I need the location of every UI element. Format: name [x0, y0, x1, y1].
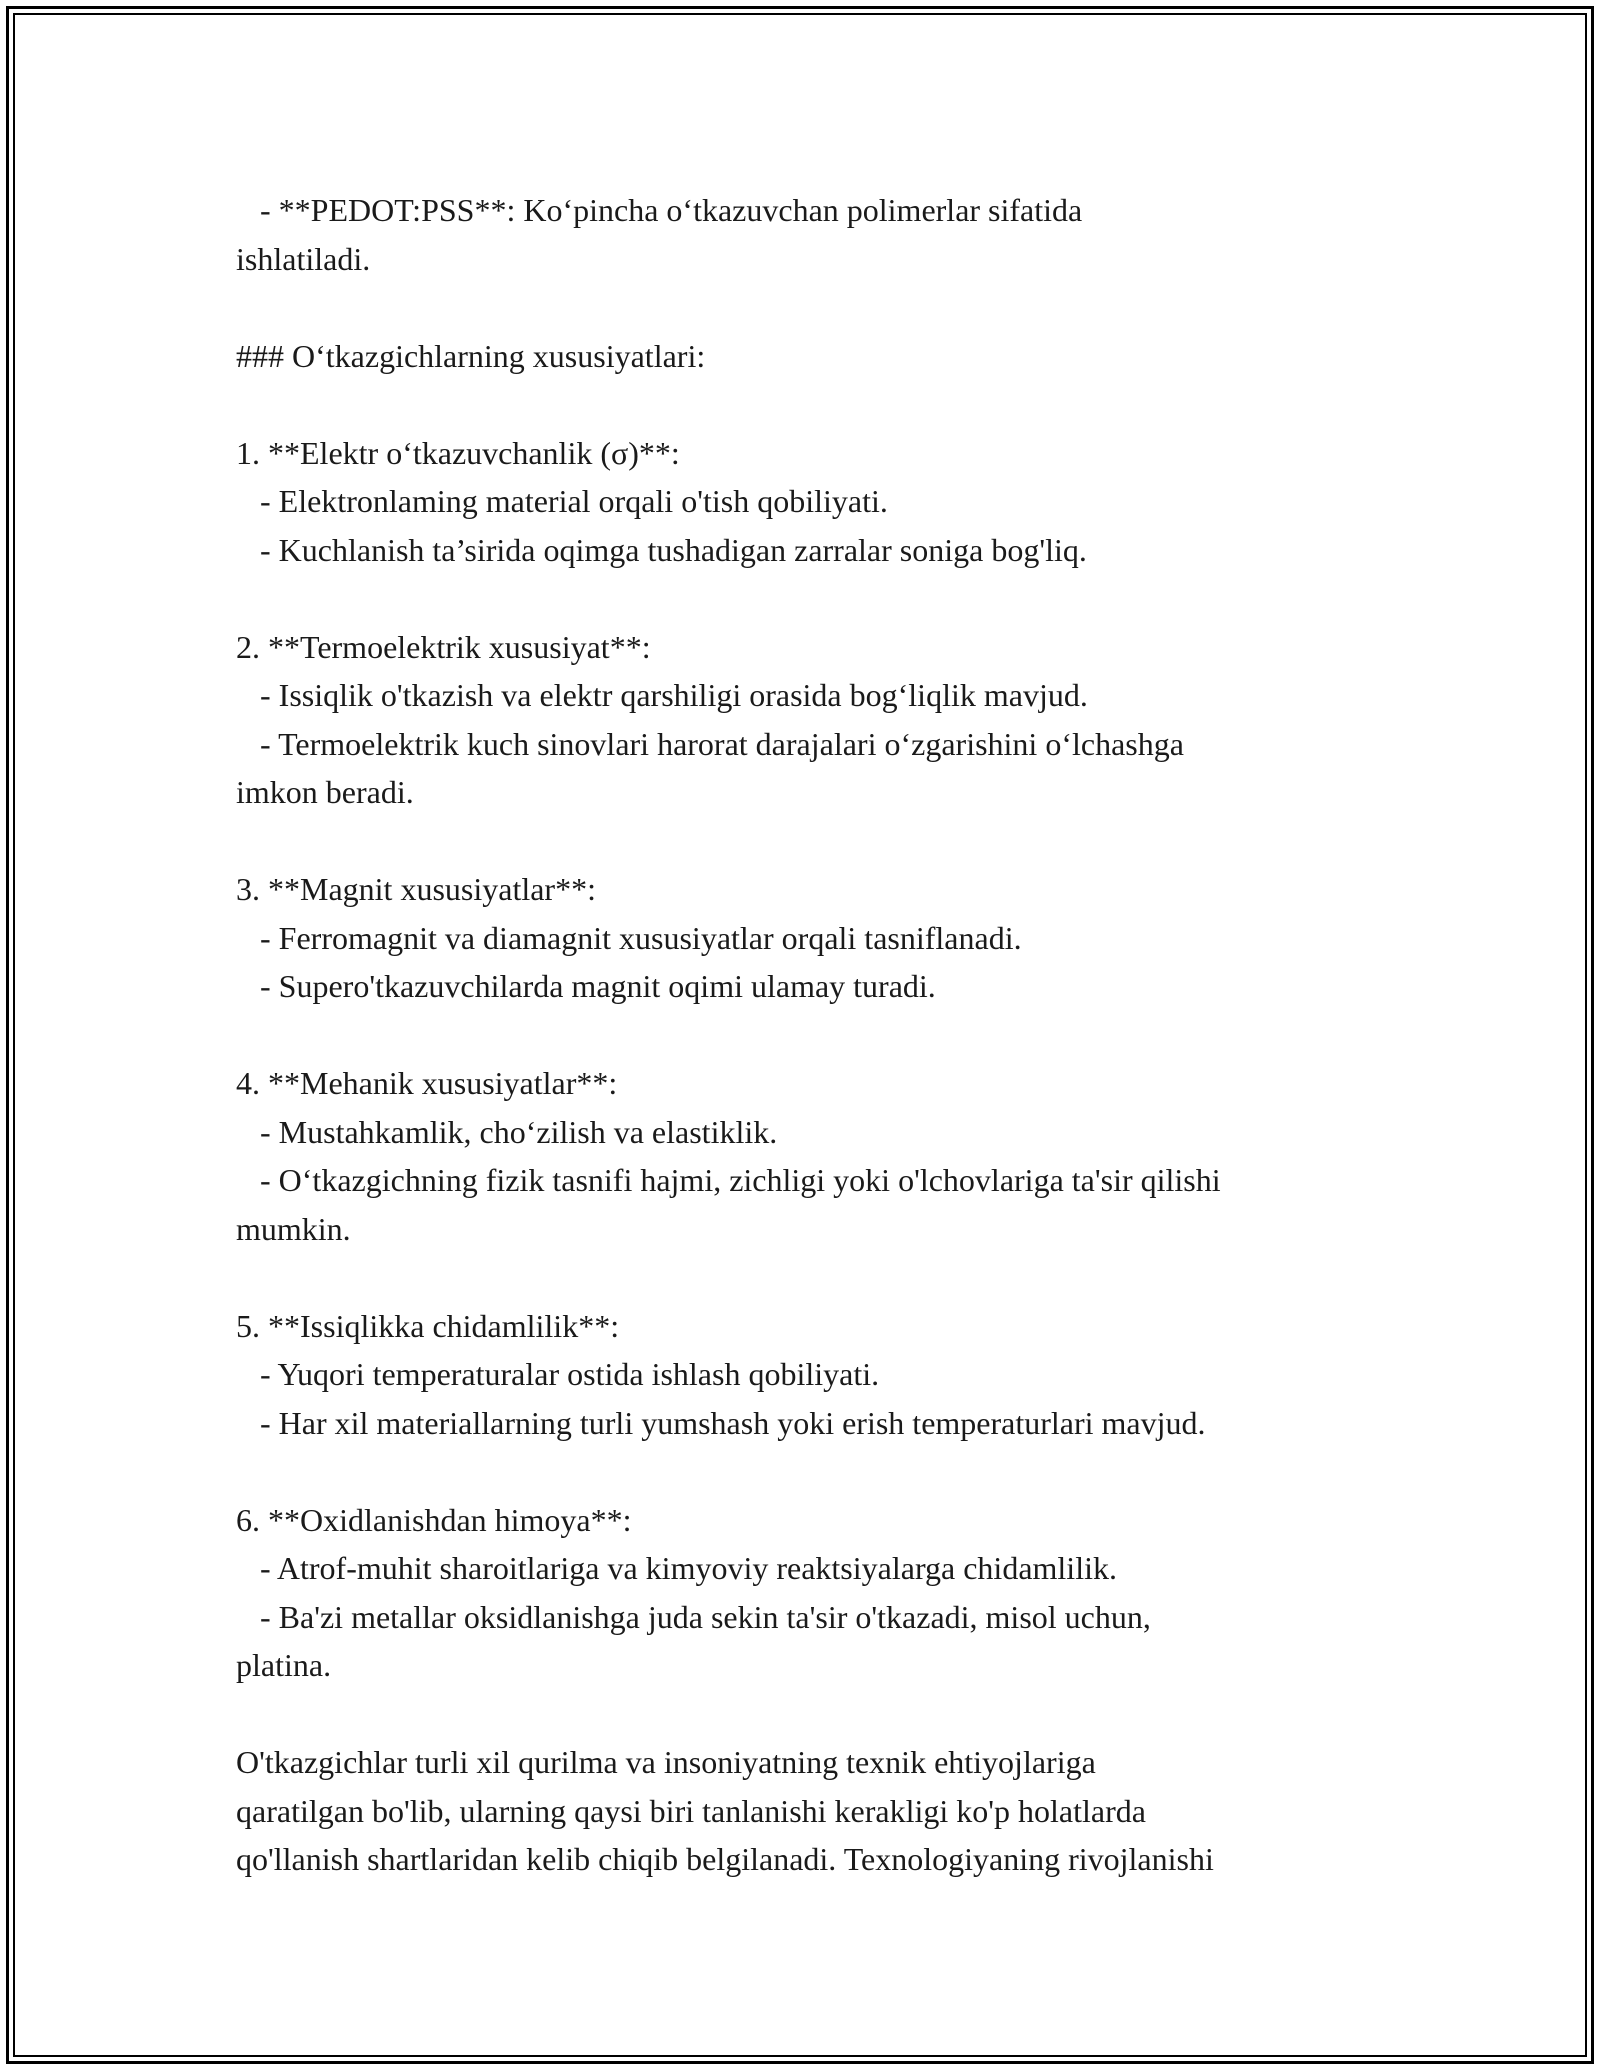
spacer [236, 283, 1386, 332]
section-2-title: 2. **Termoelektrik xususiyat**: [236, 628, 651, 665]
section-1-line-1: - Elektronlaming material orqali o'tish qobiliyati. [236, 483, 888, 519]
closing-line-1: O'tkazgichlar turli xil qurilma va insoniyatning texnik ehtiyojlariga [236, 1744, 1096, 1780]
section-6-line-3: platina. [236, 1647, 332, 1683]
spacer [236, 1447, 1386, 1496]
spacer [236, 1011, 1386, 1060]
spacer [236, 574, 1386, 623]
section-3-line-2: - Supero'tkazuvchilarda magnit oqimi ulamay turadi. [236, 968, 936, 1004]
section-3-title: 3. **Magnit xususiyatlar**: [236, 871, 596, 907]
section-4-line-1: - Mustahkamlik, cho‘zilish va elastiklik. [236, 1113, 778, 1150]
section-2-line-2: - Termoelektrik kuch sinovlari harorat darajalari o‘zgarishini o‘lchashga [236, 725, 1184, 762]
section-4-line-2: - O‘tkazgichning fizik tasnifi hajmi, zichligi yoki o'lchovlariga ta'sir qilishi [236, 1162, 1221, 1198]
spacer [236, 380, 1386, 429]
section-3-line-1: - Ferromagnit va diamagnit xususiyatlar orqali tasniflanadi. [236, 919, 1022, 956]
spacer [236, 1690, 1386, 1739]
closing-line-2: qaratilgan bo'lib, ularning qaysi biri tanlanishi kerakligi ko'p holatlarda [236, 1792, 1146, 1829]
section-5-line-2: - Har xil materiallarning turli yumshash yoki erish temperaturlari mavjud. [236, 1404, 1206, 1441]
intro-line-1: - **PEDOT:PSS**: Ko‘pincha o‘tkazuvchan polimerlar sifatida [236, 192, 1083, 228]
intro-line-2: ishlatiladi. [236, 240, 371, 277]
section-6-title: 6. **Oxidlanishdan himoya**: [236, 1501, 632, 1538]
section-2-line-3: imkon beradi. [236, 774, 414, 810]
section-5-line-1: - Yuqori temperaturalar ostida ishlash qobiliyati. [236, 1356, 880, 1392]
document-body [236, 186, 1386, 1884]
section-6-line-2: - Ba'zi metallar oksidlanishga juda sekin ta'sir o'tkazadi, misol uchun, [236, 1598, 1151, 1635]
closing-line-3: qo'llanish shartlaridan kelib chiqib belgilanadi. Texnologiyaning rivojlanishi [236, 1841, 1214, 1877]
section-4-title: 4. **Mehanik xususiyatlar**: [236, 1065, 618, 1101]
section-2-line-1: - Issiqlik o'tkazish va elektr qarshiligi orasida bog‘liqlik mavjud. [236, 677, 1088, 713]
section-heading: ### O‘tkazgichlarning xususiyatlari: [236, 337, 706, 374]
spacer [236, 1253, 1386, 1302]
section-5-title: 5. **Issiqlikka chidamlilik**: [236, 1307, 620, 1344]
section-4-line-3: mumkin. [236, 1210, 351, 1247]
section-1-line-2: - Kuchlanish ta’sirida oqimga tushadigan zarralar soniga bog'liq. [236, 531, 1087, 568]
spacer [236, 817, 1386, 866]
section-1-title: 1. **Elektr o‘tkazuvchanlik (σ)**: [236, 434, 680, 471]
section-6-line-1: - Atrof-muhit sharoitlariga va kimyoviy reaktsiyalarga chidamlilik. [236, 1550, 1117, 1586]
